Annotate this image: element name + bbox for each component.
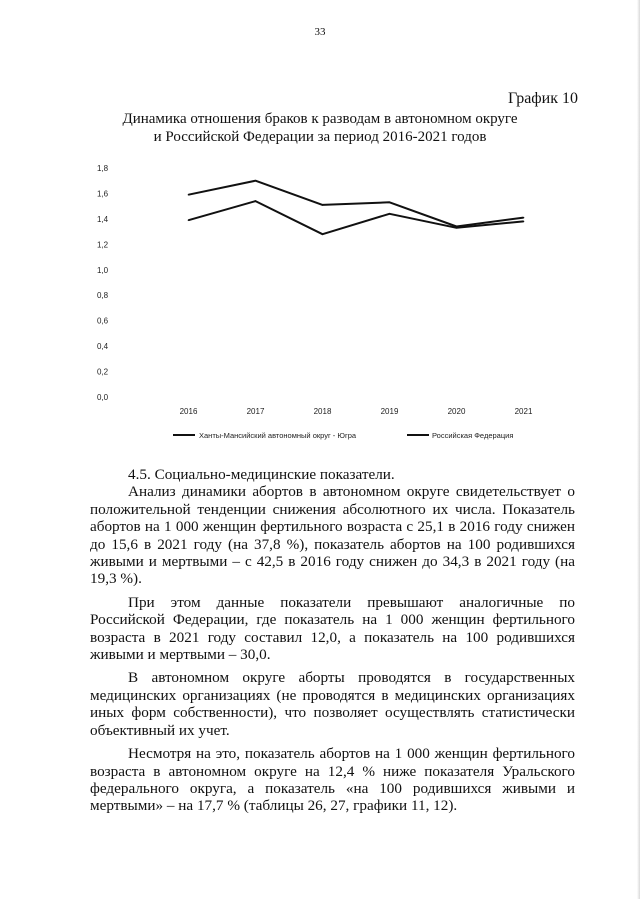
x-tick-label: 2019 [380, 407, 399, 416]
data-point-0 [255, 200, 257, 202]
x-tick-label: 2016 [179, 407, 198, 416]
data-point-0 [188, 219, 190, 221]
page-number: 33 [314, 26, 326, 38]
chart-title-line-2: и Российской Федерации за период 2016-2021 годов [153, 129, 487, 145]
y-tick-label: 0,0 [97, 393, 109, 402]
x-tick-label: 2020 [447, 407, 466, 416]
y-tick-label: 1,8 [97, 164, 109, 173]
data-point-1 [456, 226, 458, 228]
y-tick-label: 0,2 [97, 367, 109, 377]
data-point-0 [389, 213, 391, 215]
x-tick-label: 2018 [313, 407, 332, 416]
document-body [90, 466, 575, 815]
paragraph-rf-comparison: При этом данные показатели превышают аналогичные по Российской Федерации, где показатель на 1 000 женщин фертильного возраста в 2021 году составил 12,0, а показатель на 100 родившихся живыми и мертвыми – 30,0. [90, 593, 575, 664]
data-point-1 [523, 217, 525, 219]
paragraph-abortion-dynamics: Анализ динамики абортов в автономном округе свидетельствует о положительной тенденции снижения абсолютного их числа. Показатель абортов на 1 000 женщин фертильного возраста с 25,1 в 2016 году снижен до 15,6 в 2021 году (на 37,8 %), показатель абортов на 100 родившихся живыми и мертвыми – с 42,5 в 2016 году снижен до 34,3 в 2021 году (на 19,3 %). [90, 483, 575, 588]
x-tick-label: 2017 [246, 407, 265, 416]
y-tick-label: 0,4 [97, 342, 109, 352]
chart-title-line-1: Динамика отношения браков к разводам в автономном округе [122, 111, 518, 127]
series-line-0 [189, 201, 524, 234]
series-line-1 [189, 181, 524, 227]
chart-title [120, 110, 520, 146]
y-tick-label: 1,0 [97, 265, 109, 275]
y-tick-label: 1,4 [97, 214, 109, 224]
data-point-0 [523, 221, 525, 223]
paragraph-ural-comparison: Несмотря на это, показатель абортов на 1 000 женщин фертильного возраста в автономном округе на 12,4 % ниже показателя Уральского федерального округа, а показатель «на 100 родившихся живыми и мертвыми» – на 17,7 % (таблицы 26, 27, графики 11, 12). [90, 745, 575, 815]
section-heading: 4.5. Социально-медицинские показатели. [128, 466, 395, 483]
data-point-1 [322, 204, 324, 206]
data-point-0 [322, 233, 324, 235]
line-chart [85, 160, 575, 450]
x-tick-label: 2021 [514, 407, 533, 416]
y-tick-label: 0,6 [97, 316, 109, 326]
y-tick-label: 1,2 [97, 240, 109, 250]
figure-label: График 10 [507, 90, 578, 107]
legend-label-0: Ханты-Мансийский автономный округ - Югра [199, 431, 357, 440]
data-point-1 [255, 180, 257, 182]
y-tick-label: 1,6 [97, 189, 109, 199]
y-tick-label: 0,8 [97, 291, 109, 301]
data-point-1 [389, 202, 391, 204]
data-point-1 [188, 194, 190, 196]
legend-label-1: Российская Федерация [432, 431, 514, 440]
paragraph-organizations: В автономном округе аборты проводятся в государственных медицинских организациях (не проводятся в медицинских организациях иных форм собственности), что позволяет осуществлять статистически объективный их учет. [90, 669, 575, 739]
